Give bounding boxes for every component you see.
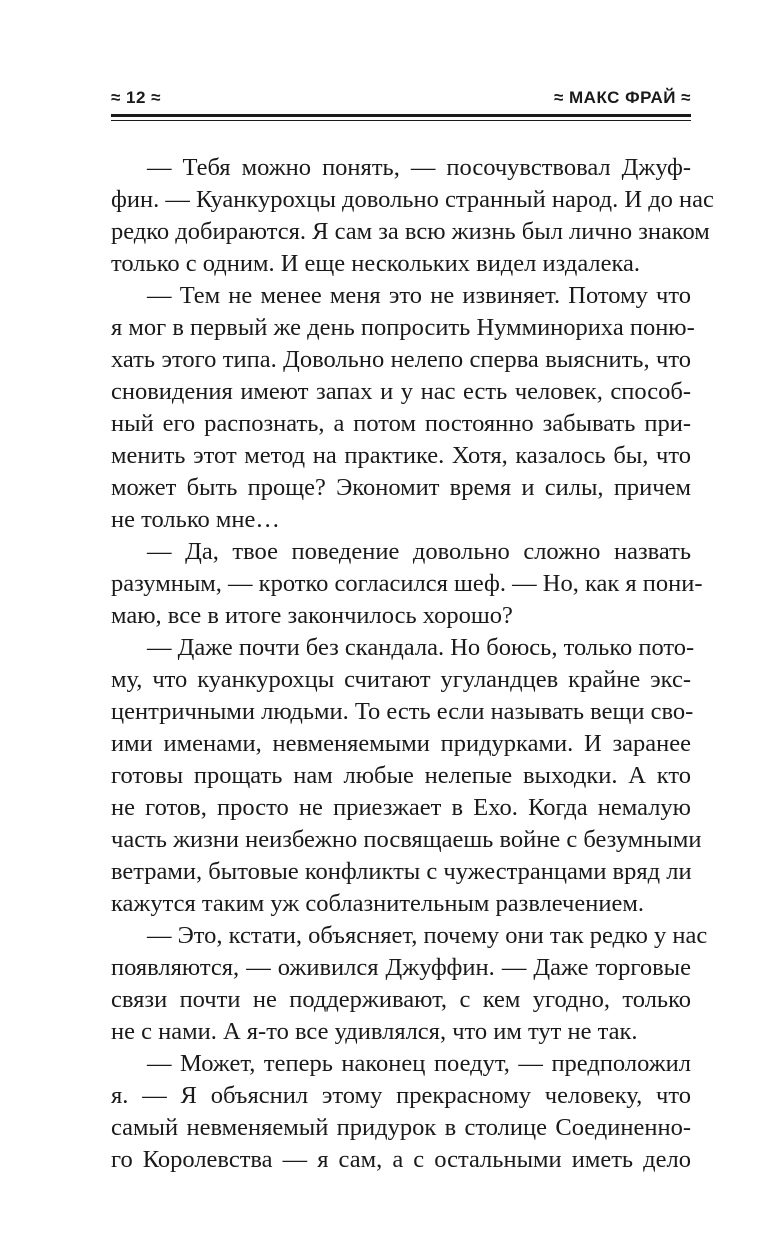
text-line: — Да, твое поведение довольно сложно назвать — [147, 538, 691, 565]
page-number: ≈ 12 ≈ — [111, 88, 162, 107]
text-line: редко добираются. Я сам за всю жизнь был лично знаком — [111, 218, 710, 245]
text-line: фин. — Куанкурохцы довольно странный народ. И до нас — [111, 186, 714, 213]
text-line: связи почти не поддерживают, с кем угодно, только — [111, 986, 691, 1013]
text-line: разумным, — кротко согласился шеф. — Но, как я пони- — [111, 570, 703, 597]
text-line: ими именами, невменяемыми придурками. И заранее — [111, 730, 691, 757]
text-line: ветрами, бытовые конфликты с чужестранцами вряд ли — [111, 858, 692, 885]
text-line: — Может, теперь наконец поедут, — предположил — [147, 1050, 691, 1077]
text-line: ный его распознать, а потом постоянно забывать при- — [111, 410, 691, 437]
text-line: — Тем не менее меня это не извиняет. Потому что — [147, 282, 691, 309]
text-line: центричными людьми. То есть если называть вещи сво- — [111, 698, 694, 725]
text-line: — Даже почти без скандала. Но боюсь, только пото- — [147, 634, 695, 661]
text-line: — Тебя можно понять, — посочувствовал Джуф- — [147, 154, 691, 181]
running-header — [111, 88, 691, 112]
text-line: я мог в первый же день попросить Нумминориха поню- — [111, 314, 695, 341]
text-line: менить этот метод на практике. Хотя, казалось бы, что — [111, 442, 691, 469]
text-line: го Королевства — я сам, а с остальными иметь дело — [111, 1146, 691, 1173]
text-line: маю, все в итоге закончилось хорошо? — [111, 602, 513, 629]
text-line: самый невменяемый придурок в столице Соединенно- — [111, 1114, 691, 1141]
text-line: может быть проще? Экономит время и силы, причем — [111, 474, 691, 501]
text-line: я. — Я объяснил этому прекрасному человеку, что — [111, 1082, 691, 1109]
text-line: только с одним. И еще нескольких видел издалека. — [111, 250, 641, 277]
text-line: не готов, просто не приезжает в Ехо. Когда немалую — [111, 794, 691, 821]
author-name: ≈ МАКС ФРАЙ ≈ — [553, 88, 691, 107]
body-text — [111, 152, 714, 1176]
text-line: му, что куанкурохцы считают угуландцев крайне экс- — [111, 666, 691, 693]
text-line: хать этого типа. Довольно нелепо сперва выяснить, что — [111, 346, 691, 373]
header-rule-thick — [111, 114, 691, 117]
text-line: кажутся таким уж соблазнительным развлечением. — [111, 890, 644, 917]
text-line: появляются, — оживился Джуффин. — Даже торговые — [111, 954, 691, 981]
text-line: не с нами. А я-то все удивлялся, что им тут не так. — [111, 1018, 638, 1045]
text-line: — Это, кстати, объясняет, почему они так редко у нас — [147, 922, 708, 949]
text-line: не только мне… — [111, 506, 280, 533]
header-rule-thin — [111, 120, 691, 121]
text-line: часть жизни неизбежно посвящаешь войне с безумными — [111, 826, 702, 853]
text-line: готовы прощать нам любые нелепые выходки. А кто — [111, 762, 691, 789]
text-line: сновидения имеют запах и у нас есть человек, способ- — [111, 378, 691, 405]
